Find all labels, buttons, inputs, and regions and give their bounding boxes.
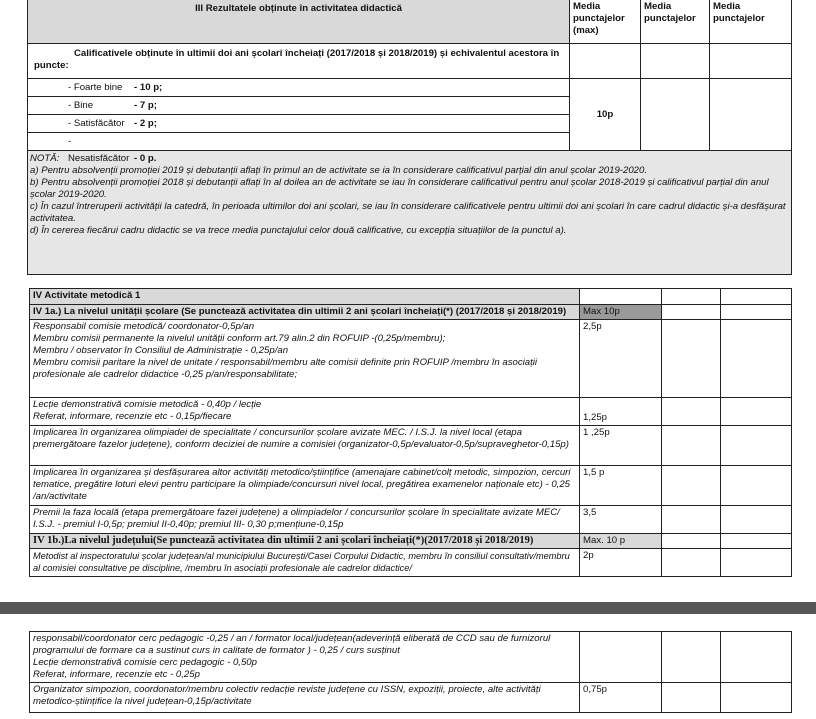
- max-points: 10p: [570, 79, 641, 151]
- sub-a-max: Max 10p: [580, 305, 662, 320]
- empty-cell: [721, 683, 792, 713]
- grade-points: - 2 p;: [134, 118, 157, 129]
- empty-cell: [721, 506, 792, 534]
- table-row: [30, 632, 792, 683]
- empty-cell: [721, 398, 792, 426]
- calificative-title: Calificativele obținute în ultimii doi ani școlari încheiați (2017/2018 și 2018/2019) și echivalentul acestora în puncte:: [28, 44, 570, 79]
- criteria-line: Referat, informare, recenzie etc - 0,15p/fiecare: [33, 411, 232, 422]
- criteria-line: Responsabil comisie metodică/ coordonator-0,5p/an: [33, 321, 255, 332]
- points-cell: 1,5 p: [580, 466, 662, 506]
- column-header-b: Media punctajelor: [710, 0, 792, 44]
- sub-b-max: Max. 10 p: [580, 534, 662, 549]
- criteria-line: Referat, informare, recenzie etc - 0,25p: [33, 669, 200, 680]
- note-block: [28, 151, 792, 275]
- grade-points: - 0 p.: [134, 153, 157, 164]
- points-cell: [580, 632, 662, 683]
- row-b-points: 2p: [580, 549, 662, 577]
- criteria-line: Membru / observator în Consiliul de Administrație - 0,25p/an: [33, 345, 289, 356]
- note-line: a) Pentru absolvenții promoției 2019 și debutanții aflați în primul an de activitate se ia în considerare calificativul parțial din anul școlar 2019-2020.: [30, 165, 648, 176]
- criteria-line: Implicarea în organizarea olimpiadei de specialitate / concursurilor școlare avizate MEC. / I.S.J. la nivel local (etapa premergătoare fazelor județene), conform deciziei de numire a comisiei (organizator-0,5p/evaluator-0,5p/supraveghetor-0,15p): [33, 427, 569, 450]
- page-separator: [0, 602, 816, 614]
- criteria-line: Lecție demonstrativă comisie metodică - 0,40p / lecție: [33, 399, 262, 410]
- criteria-cell: [30, 466, 580, 506]
- note-title: NOTĂ:: [30, 153, 60, 164]
- empty-cell: [662, 632, 721, 683]
- empty-cell: [662, 466, 721, 506]
- table-row: [30, 506, 792, 534]
- section-3-title: III Rezultatele obținute în activitatea didactică: [28, 0, 570, 44]
- section-3-table: [27, 0, 792, 275]
- criteria-cell: [30, 426, 580, 466]
- points-cell: 1 ,25p: [580, 426, 662, 466]
- points-cell: 0,75p: [580, 683, 662, 713]
- empty-cell: [662, 426, 721, 466]
- grade-points: - 7 p;: [134, 100, 157, 111]
- criteria-line: Membru comisii paritare la nivel de unitate / responsabil/membru alte comisii definite prin ROFUIP /membru în asociații profesionale ale cadrelor didactice -0,25 p/an/responsabilitate;: [33, 357, 538, 380]
- sub-b-title: IV 1b.)La nivelul județului(Se punctează activitatea din ultimii 2 ani școlari încheiați(*)(2017/2018 și 2018/2019): [30, 534, 580, 549]
- grade-label: - Bine: [68, 100, 94, 111]
- criteria-line: Implicarea în organizarea și desfășurarea altor activități metodico/științifice (amenajare cabinet/colț metodic, simpozion, cercuri tematice, pregătire loturi elevi pentru participare la olimpiade/concursuri nivel local, pregătirea examenelor naționale etc) - 0,25 /an/activitate: [33, 467, 571, 502]
- empty-cell: [662, 683, 721, 713]
- table-row: [30, 426, 792, 466]
- criteria-line: Membru comisii permanente la nivelul unității conform art.79 alin.2 din ROFUIP -(0,25p/membru);: [33, 333, 446, 344]
- empty-cell: [662, 506, 721, 534]
- criteria-cell: [30, 683, 580, 713]
- table-row: [30, 320, 792, 398]
- points-cell: 3,5: [580, 506, 662, 534]
- column-header-a: Media punctajelor: [641, 0, 710, 44]
- criteria-cell: [30, 506, 580, 534]
- grade-item: [28, 79, 569, 97]
- table-row: [30, 466, 792, 506]
- table-row: [30, 398, 792, 426]
- grade-item: [28, 115, 569, 133]
- empty-cell: [662, 398, 721, 426]
- criteria-cell: [30, 320, 580, 398]
- criteria-line: Lecție demonstrativă comisie cerc pedagogic - 0,50p: [33, 657, 257, 668]
- criteria-line: Premii la faza locală (etapa premergătoare fazei județene) a olimpiadelor / concursurilor școlare în specialitate avizate MEC/ I.S.J. - premiul I-0,5p; premiul II-0,40p; premiul III- 0,30 p;mențiune-0,15p: [33, 507, 560, 530]
- section-4-table: [29, 288, 792, 577]
- criteria-cell: [30, 632, 580, 683]
- points-cell: 2,5p: [580, 320, 662, 398]
- empty-cell: [721, 632, 792, 683]
- grade-label: - Satisfăcător: [68, 118, 125, 129]
- sub-a-title: IV 1a.) La nivelul unității școlare (Se punctează activitatea din ultimii 2 ani școlari încheiați(*) (2017/2018 și 2018/2019): [30, 305, 580, 320]
- empty-cell: [721, 426, 792, 466]
- criteria-line: Organizator simpozion, coordonator/membru colectiv redacție reviste județene cu ISSN, expoziții, proiecte, alte activități metodico-științifice la nivel județean-0,15p/activitate: [33, 684, 541, 707]
- criteria-line: responsabil/coordonator cerc pedagogic -0,25 / an / formator local/județean(adeverință eliberată de CCD sau de furnizorul programului de formare ca a sustinut curs in calitate de formator ) - 0,25 / curs susținut: [33, 633, 551, 656]
- empty-cell: [721, 320, 792, 398]
- grade-item: [28, 97, 569, 115]
- grade-label: - Nesatisfăcător: [68, 136, 130, 164]
- page-2-table: [29, 631, 792, 713]
- points-cell: 1,25p: [580, 398, 662, 426]
- note-line: d) În cererea fiecărui cadru didactic se va trece media punctajului celor două calificative, cu excepția situațiilor de la punctul a).: [30, 225, 567, 236]
- note-line: c) În cazul întreruperii activității la catedră, în perioada ultimilor doi ani școlari, se iau în considerare calificativele pentru ultimii doi ani școlari în care cadrul didactic și-a desfășurat activitatea.: [30, 201, 786, 224]
- column-header-max: Media punctajelor (max): [570, 0, 641, 44]
- empty-cell: [662, 320, 721, 398]
- note-line: b) Pentru absolvenții promoției 2018 și debutanții aflați în al doilea an de activitate se iau în considerare calificativul pentru anul școlar 2018-2019 și calificativul parțial din anul școlar 2019-2020.: [30, 177, 769, 200]
- grade-label: - Foarte bine: [68, 82, 123, 93]
- criteria-cell: [30, 398, 580, 426]
- empty-cell: [721, 466, 792, 506]
- row-b-text: Metodist al inspectoratului școlar județean/al municipiului București/Casei Corpului Didactic, membru în consiliul consultativ/membru al comisiei consultative pe discipline, /membru în asociații profesionale ale cadrelor didactice/: [30, 549, 580, 577]
- section-4-title: IV Activitate metodică 1: [30, 289, 580, 305]
- table-row: [30, 683, 792, 713]
- grade-points: - 10 p;: [134, 82, 163, 93]
